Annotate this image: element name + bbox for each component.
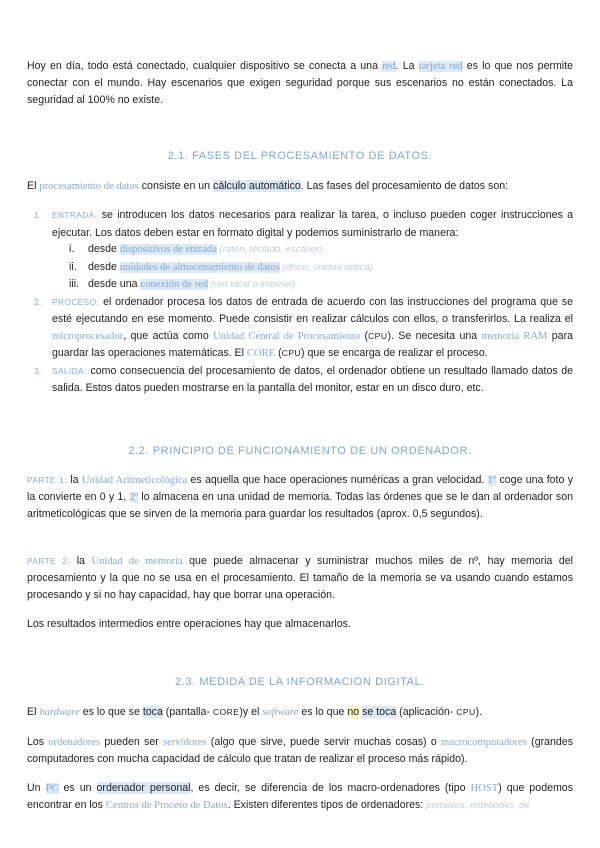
note: (ratón, teclado, escáner). <box>216 244 326 255</box>
highlight-toca: toca <box>142 706 163 718</box>
text: lo almacena en una unidad de memoria. Todas las órdenes que se le dan al ordenador son aritmeticológicas que se sirven de la memoria para guardar los resultados (aprox. 0,5 segundos). <box>27 491 573 520</box>
list-item-entrada <box>27 207 573 241</box>
phases-list <box>27 207 573 397</box>
acronym-cpu: CPU <box>281 348 302 358</box>
text: ). <box>475 706 483 718</box>
acronym-cpu: CPU <box>368 330 388 341</box>
term-memoria-ram: memoria RAM <box>481 330 548 342</box>
section-2-2-note: Los resultados intermedios entre operaciones hay que almacenarlos. <box>27 618 351 630</box>
term-procesamiento-de-datos: procesamiento de datos <box>39 181 139 192</box>
list-label: PROCESO: <box>52 297 100 307</box>
list-label: ENTRADA: <box>52 211 98 220</box>
term-centros-de-proceso: Centros de Proceso de Datos <box>105 800 228 811</box>
text: (algo que sirve, puede servir muchas cosas) o <box>206 736 442 748</box>
text: )y el <box>239 706 263 718</box>
term-unidad-aritmeticologica: Unidad Aritmeticológica <box>81 475 188 486</box>
highlight: conexión de red <box>140 279 209 290</box>
highlight: unidades de almacenamiento de datos <box>119 261 280 273</box>
term-pc: PC <box>45 783 59 794</box>
term-ordenadores: ordenadores <box>48 737 101 748</box>
term-tarjeta-red: tarjeta red <box>418 61 463 72</box>
acronym-cpu: CPU <box>456 707 476 717</box>
part-label: PARTE 1: <box>27 476 67 485</box>
text: coge una foto y la convierte en 0 y 1, <box>27 474 573 503</box>
term-microprocesador: microprocesador <box>52 330 124 342</box>
section-2-2-parte-1 <box>27 472 573 523</box>
text: es lo que <box>298 706 348 718</box>
text: ( <box>360 329 369 342</box>
text: Hoy en día, todo está conectado, cualquier dispositivo se conecta a una <box>27 60 383 72</box>
text: ) que se encarga de realizar el proceso. <box>301 347 488 359</box>
highlight-ordenador-personal: ordenador personal <box>96 782 191 794</box>
text: la <box>67 474 82 486</box>
ordinal-2: 2º <box>129 492 139 503</box>
term-red: red <box>382 61 396 72</box>
text: ). Se necesita una <box>387 329 482 342</box>
section-heading-2-1: 2.1. FASES DEL PROCESAMIENTO DE DATOS. <box>167 150 433 162</box>
text: desde <box>88 260 120 273</box>
text: la <box>70 555 92 567</box>
highlight: dispositivos de entrada <box>119 244 217 255</box>
intro-paragraph <box>27 58 573 109</box>
text: es aquella que hace operaciones numéricas a gran velocidad. <box>187 474 488 486</box>
section-heading-2-3: 2.3. MEDIDA DE LA INFORMACIÓN DIGITAL. <box>175 676 425 688</box>
term-macrocomputadores: macrocomputadores <box>441 737 527 748</box>
section-2-1-intro <box>27 178 573 195</box>
text: Los <box>27 736 49 748</box>
text: , es decir, se diferencia de los macro-ordenadores (tipo <box>190 782 471 794</box>
list-text: se introducen los datos necesarios para realizar la tarea, o incluso pueden coger instrucciones a ejecutar. Los datos deben estar en formato digital y podemos suministrarlo de manera: <box>52 209 573 239</box>
list-number: 1. <box>34 210 42 220</box>
term-unidad-de-memoria: Unidad de memoria <box>91 556 183 567</box>
term-host: HOST <box>470 783 499 794</box>
highlight-no: no <box>347 706 360 718</box>
part-label: PARTE 2: <box>27 557 71 566</box>
roman-number: iii. <box>69 278 80 290</box>
section-heading-2-2: 2.2. PRINCIPIO DE FUNCIONAMIENTO DE UN ORDENADOR. <box>128 445 472 457</box>
list-item-proceso <box>27 294 573 363</box>
term-servidores: servidores <box>163 737 207 748</box>
text: Un <box>27 782 46 794</box>
section-2-3-hardware-software <box>27 704 573 721</box>
highlight-se-toca: se toca <box>362 706 397 718</box>
highlight-calculo-automatico: cálculo automático <box>213 180 301 192</box>
text: El <box>27 180 40 192</box>
text: pueden ser <box>100 736 163 748</box>
acronym-core: CORE <box>212 707 240 717</box>
text: desde una <box>88 278 141 290</box>
text: , que actúa como <box>123 329 214 342</box>
text: (pantalla- <box>162 706 213 718</box>
list-number: 3. <box>34 365 42 376</box>
section-2-3-pc <box>27 780 573 814</box>
term-core: CORE <box>246 348 276 359</box>
text: . Existen diferentes tipos de ordenadores: <box>227 799 427 811</box>
text: que puede almacenar y suministrar muchos miles de nº, hay memoria del procesamiento y la que no se usa en el procesamiento. El tamaño de la memoria se va usando cuando estamos procesando y si no hay capacidad, hay que borrar una operación. <box>27 555 573 601</box>
text: es lo que nos permite conectar con el mundo. Hay escenarios que exigen seguridad porque sus escenarios no están conectados. La seguridad al 100% no existe. <box>27 60 573 106</box>
text: para guardar las operaciones matemáticas. El <box>52 329 573 359</box>
roman-number: i. <box>69 243 75 255</box>
note: (disco, unidad óptica). <box>279 261 376 273</box>
text: es lo que se <box>79 706 143 718</box>
section-2-2-parte-2 <box>27 553 573 604</box>
term-software: software <box>262 707 299 718</box>
roman-number: ii. <box>69 260 77 273</box>
list-item-salida <box>27 363 573 397</box>
term-hardware: hardware <box>39 707 80 718</box>
note: portátiles, notebooks, de <box>426 800 530 811</box>
text: es un <box>58 782 97 794</box>
text: ( <box>275 347 282 359</box>
text: (aplicación- <box>396 706 457 718</box>
term-ucp: Unidad Central de Procesamiento <box>213 330 361 342</box>
text: desde <box>88 243 120 255</box>
text: (grandes computadores con mucha capacidad de cálculo que tratan de realizar el proceso más rápido). <box>27 736 573 765</box>
text: ) que podemos encontrar en los <box>27 782 573 811</box>
list-label: SALIDA: <box>52 366 87 376</box>
text: . La <box>395 60 419 72</box>
note: (red local o internet). <box>208 279 298 290</box>
text: consiste en un <box>138 180 214 192</box>
sub-item <box>27 259 573 277</box>
section-2-3-ordenadores <box>27 734 573 768</box>
ordinal-1: 1º <box>487 475 497 486</box>
sub-item <box>27 241 573 259</box>
list-number: 2. <box>34 296 42 307</box>
text: El <box>27 706 40 718</box>
text: el ordenador procesa los datos de entrada de acuerdo con las instrucciones del programa que se esté ejecutando en ese momento. Puede consistir en realizar cálculos con ellos, o transferirlos. La realiza el <box>52 295 573 325</box>
text: . Las fases del procesamiento de datos son: <box>300 180 509 192</box>
list-text: como consecuencia del procesamiento de datos, el ordenador obtiene un resultado llamado datos de salida. Estos datos pueden mostrarse en la pantalla del monitor, estar en un disco duro, etc. <box>52 364 573 394</box>
sub-item <box>27 276 573 294</box>
